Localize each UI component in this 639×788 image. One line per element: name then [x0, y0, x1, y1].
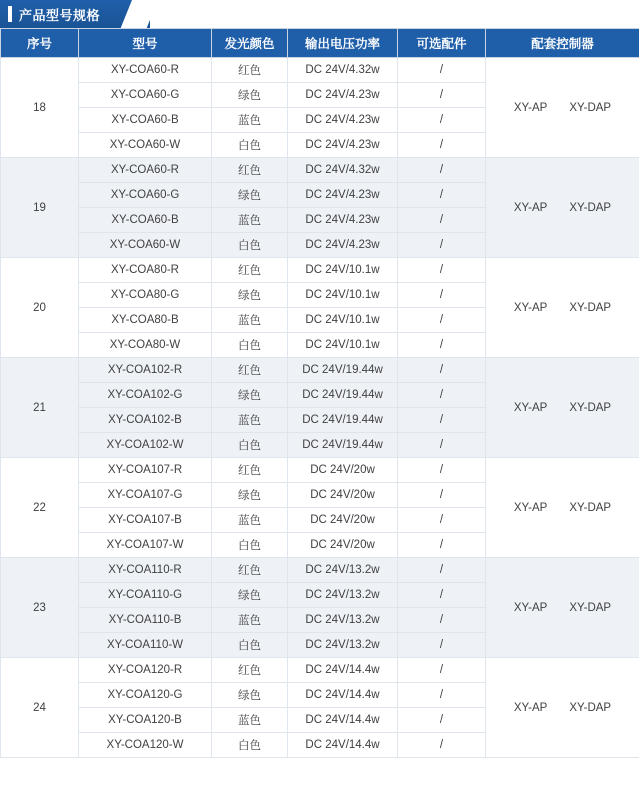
cell-power: DC 24V/19.44w [288, 383, 398, 408]
cell-accessory: / [398, 283, 486, 308]
cell-accessory: / [398, 658, 486, 683]
cell-index: 21 [1, 358, 79, 458]
title-accent-bar [8, 6, 12, 22]
cell-accessory: / [398, 383, 486, 408]
cell-model: XY-COA120-W [79, 733, 212, 758]
controller-model: XY-DAP [569, 401, 612, 414]
cell-color: 红色 [212, 458, 288, 483]
cell-accessory: / [398, 633, 486, 658]
cell-color: 白色 [212, 533, 288, 558]
cell-model: XY-COA110-W [79, 633, 212, 658]
cell-accessory: / [398, 183, 486, 208]
column-header-model: 型号 [79, 29, 212, 58]
cell-accessory: / [398, 558, 486, 583]
cell-accessory: / [398, 408, 486, 433]
cell-model: XY-COA110-G [79, 583, 212, 608]
table-body [1, 58, 639, 758]
column-header-color: 发光颜色 [212, 29, 288, 58]
cell-power: DC 24V/14.4w [288, 708, 398, 733]
column-header-power: 输出电压功率 [288, 29, 398, 58]
cell-model: XY-COA102-R [79, 358, 212, 383]
cell-color: 绿色 [212, 83, 288, 108]
cell-accessory: / [398, 208, 486, 233]
cell-model: XY-COA120-B [79, 708, 212, 733]
cell-color: 红色 [212, 558, 288, 583]
cell-accessory: / [398, 733, 486, 758]
cell-accessory: / [398, 433, 486, 458]
cell-power: DC 24V/10.1w [288, 283, 398, 308]
cell-model: XY-COA110-B [79, 608, 212, 633]
cell-color: 蓝色 [212, 208, 288, 233]
cell-color: 蓝色 [212, 408, 288, 433]
cell-color: 红色 [212, 158, 288, 183]
column-header-index: 序号 [1, 29, 79, 58]
cell-color: 绿色 [212, 283, 288, 308]
cell-accessory: / [398, 333, 486, 358]
column-header-accessory: 可选配件 [398, 29, 486, 58]
cell-model: XY-COA102-G [79, 383, 212, 408]
cell-index: 23 [1, 558, 79, 658]
cell-color: 绿色 [212, 383, 288, 408]
table-header [1, 29, 639, 58]
cell-controller [486, 358, 639, 458]
cell-power: DC 24V/14.4w [288, 683, 398, 708]
cell-controller [486, 458, 639, 558]
cell-power: DC 24V/4.23w [288, 233, 398, 258]
cell-model: XY-COA60-G [79, 183, 212, 208]
cell-power: DC 24V/13.2w [288, 608, 398, 633]
cell-accessory: / [398, 508, 486, 533]
controller-list [486, 302, 639, 314]
cell-power: DC 24V/4.23w [288, 183, 398, 208]
cell-color: 蓝色 [212, 508, 288, 533]
cell-power: DC 24V/20w [288, 508, 398, 533]
table-row [1, 558, 639, 583]
controller-model: XY-DAP [569, 601, 612, 614]
cell-index: 18 [1, 58, 79, 158]
cell-accessory: / [398, 158, 486, 183]
cell-accessory: / [398, 683, 486, 708]
cell-power: DC 24V/10.1w [288, 308, 398, 333]
cell-index: 22 [1, 458, 79, 558]
cell-power: DC 24V/13.2w [288, 558, 398, 583]
cell-color: 绿色 [212, 483, 288, 508]
cell-power: DC 24V/4.23w [288, 133, 398, 158]
table-row [1, 458, 639, 483]
cell-accessory: / [398, 608, 486, 633]
cell-color: 蓝色 [212, 108, 288, 133]
cell-power: DC 24V/19.44w [288, 358, 398, 383]
table-row [1, 158, 639, 183]
controller-model: XY-AP [513, 701, 548, 714]
cell-power: DC 24V/20w [288, 483, 398, 508]
controller-model: XY-AP [513, 301, 548, 314]
cell-power: DC 24V/13.2w [288, 583, 398, 608]
cell-color: 白色 [212, 633, 288, 658]
cell-power: DC 24V/4.32w [288, 58, 398, 83]
controller-model: XY-DAP [569, 701, 612, 714]
cell-power: DC 24V/19.44w [288, 433, 398, 458]
cell-controller [486, 158, 639, 258]
table-row [1, 358, 639, 383]
cell-model: XY-COA102-B [79, 408, 212, 433]
cell-color: 红色 [212, 58, 288, 83]
cell-color: 红色 [212, 258, 288, 283]
cell-power: DC 24V/10.1w [288, 258, 398, 283]
spec-table [0, 28, 639, 758]
cell-model: XY-COA107-R [79, 458, 212, 483]
cell-model: XY-COA60-W [79, 133, 212, 158]
cell-accessory: / [398, 133, 486, 158]
controller-model: XY-DAP [569, 201, 612, 214]
cell-color: 白色 [212, 433, 288, 458]
cell-controller [486, 558, 639, 658]
cell-color: 绿色 [212, 683, 288, 708]
table-row [1, 258, 639, 283]
title-bar-white-fill [150, 0, 639, 28]
cell-accessory: / [398, 533, 486, 558]
controller-model: XY-AP [513, 401, 548, 414]
cell-accessory: / [398, 583, 486, 608]
cell-index: 20 [1, 258, 79, 358]
cell-model: XY-COA60-R [79, 58, 212, 83]
cell-model: XY-COA60-B [79, 208, 212, 233]
cell-accessory: / [398, 58, 486, 83]
cell-model: XY-COA80-R [79, 258, 212, 283]
table-row [1, 658, 639, 683]
controller-model: XY-AP [513, 201, 548, 214]
cell-power: DC 24V/10.1w [288, 333, 398, 358]
controller-list [486, 602, 639, 614]
table-header-row [1, 29, 639, 58]
cell-color: 蓝色 [212, 608, 288, 633]
cell-power: DC 24V/20w [288, 458, 398, 483]
cell-model: XY-COA120-R [79, 658, 212, 683]
cell-model: XY-COA60-B [79, 108, 212, 133]
cell-model: XY-COA102-W [79, 433, 212, 458]
cell-model: XY-COA80-G [79, 283, 212, 308]
controller-list [486, 702, 639, 714]
cell-controller [486, 58, 639, 158]
cell-model: XY-COA60-W [79, 233, 212, 258]
cell-color: 白色 [212, 233, 288, 258]
page-title: 产品型号规格 [19, 7, 101, 23]
cell-power: DC 24V/4.23w [288, 83, 398, 108]
cell-power: DC 24V/4.23w [288, 108, 398, 133]
cell-controller [486, 658, 639, 758]
controller-list [486, 102, 639, 114]
cell-accessory: / [398, 258, 486, 283]
controller-model: XY-DAP [569, 101, 612, 114]
cell-accessory: / [398, 483, 486, 508]
cell-color: 白色 [212, 733, 288, 758]
table-row [1, 58, 639, 83]
cell-color: 白色 [212, 333, 288, 358]
cell-color: 红色 [212, 658, 288, 683]
cell-accessory: / [398, 708, 486, 733]
controller-model: XY-DAP [569, 301, 612, 314]
cell-model: XY-COA60-R [79, 158, 212, 183]
controller-model: XY-AP [513, 501, 548, 514]
cell-model: XY-COA107-B [79, 508, 212, 533]
cell-color: 绿色 [212, 583, 288, 608]
cell-power: DC 24V/14.4w [288, 658, 398, 683]
cell-accessory: / [398, 83, 486, 108]
cell-accessory: / [398, 108, 486, 133]
cell-color: 白色 [212, 133, 288, 158]
cell-model: XY-COA120-G [79, 683, 212, 708]
controller-list [486, 402, 639, 414]
cell-power: DC 24V/13.2w [288, 633, 398, 658]
cell-accessory: / [398, 358, 486, 383]
controller-model: XY-AP [513, 101, 548, 114]
controller-list [486, 202, 639, 214]
controller-model: XY-DAP [569, 501, 612, 514]
cell-model: XY-COA107-G [79, 483, 212, 508]
cell-model: XY-COA60-G [79, 83, 212, 108]
cell-index: 19 [1, 158, 79, 258]
cell-color: 绿色 [212, 183, 288, 208]
cell-model: XY-COA110-R [79, 558, 212, 583]
cell-power: DC 24V/20w [288, 533, 398, 558]
cell-power: DC 24V/14.4w [288, 733, 398, 758]
cell-model: XY-COA107-W [79, 533, 212, 558]
cell-accessory: / [398, 458, 486, 483]
cell-controller [486, 258, 639, 358]
cell-power: DC 24V/4.32w [288, 158, 398, 183]
cell-power: DC 24V/19.44w [288, 408, 398, 433]
cell-model: XY-COA80-W [79, 333, 212, 358]
controller-model: XY-AP [513, 601, 548, 614]
cell-accessory: / [398, 308, 486, 333]
cell-index: 24 [1, 658, 79, 758]
cell-color: 蓝色 [212, 708, 288, 733]
cell-color: 蓝色 [212, 308, 288, 333]
page-title-bar [0, 0, 639, 28]
cell-color: 红色 [212, 358, 288, 383]
cell-power: DC 24V/4.23w [288, 208, 398, 233]
controller-list [486, 502, 639, 514]
cell-model: XY-COA80-B [79, 308, 212, 333]
cell-accessory: / [398, 233, 486, 258]
column-header-controller: 配套控制器 [486, 29, 639, 58]
